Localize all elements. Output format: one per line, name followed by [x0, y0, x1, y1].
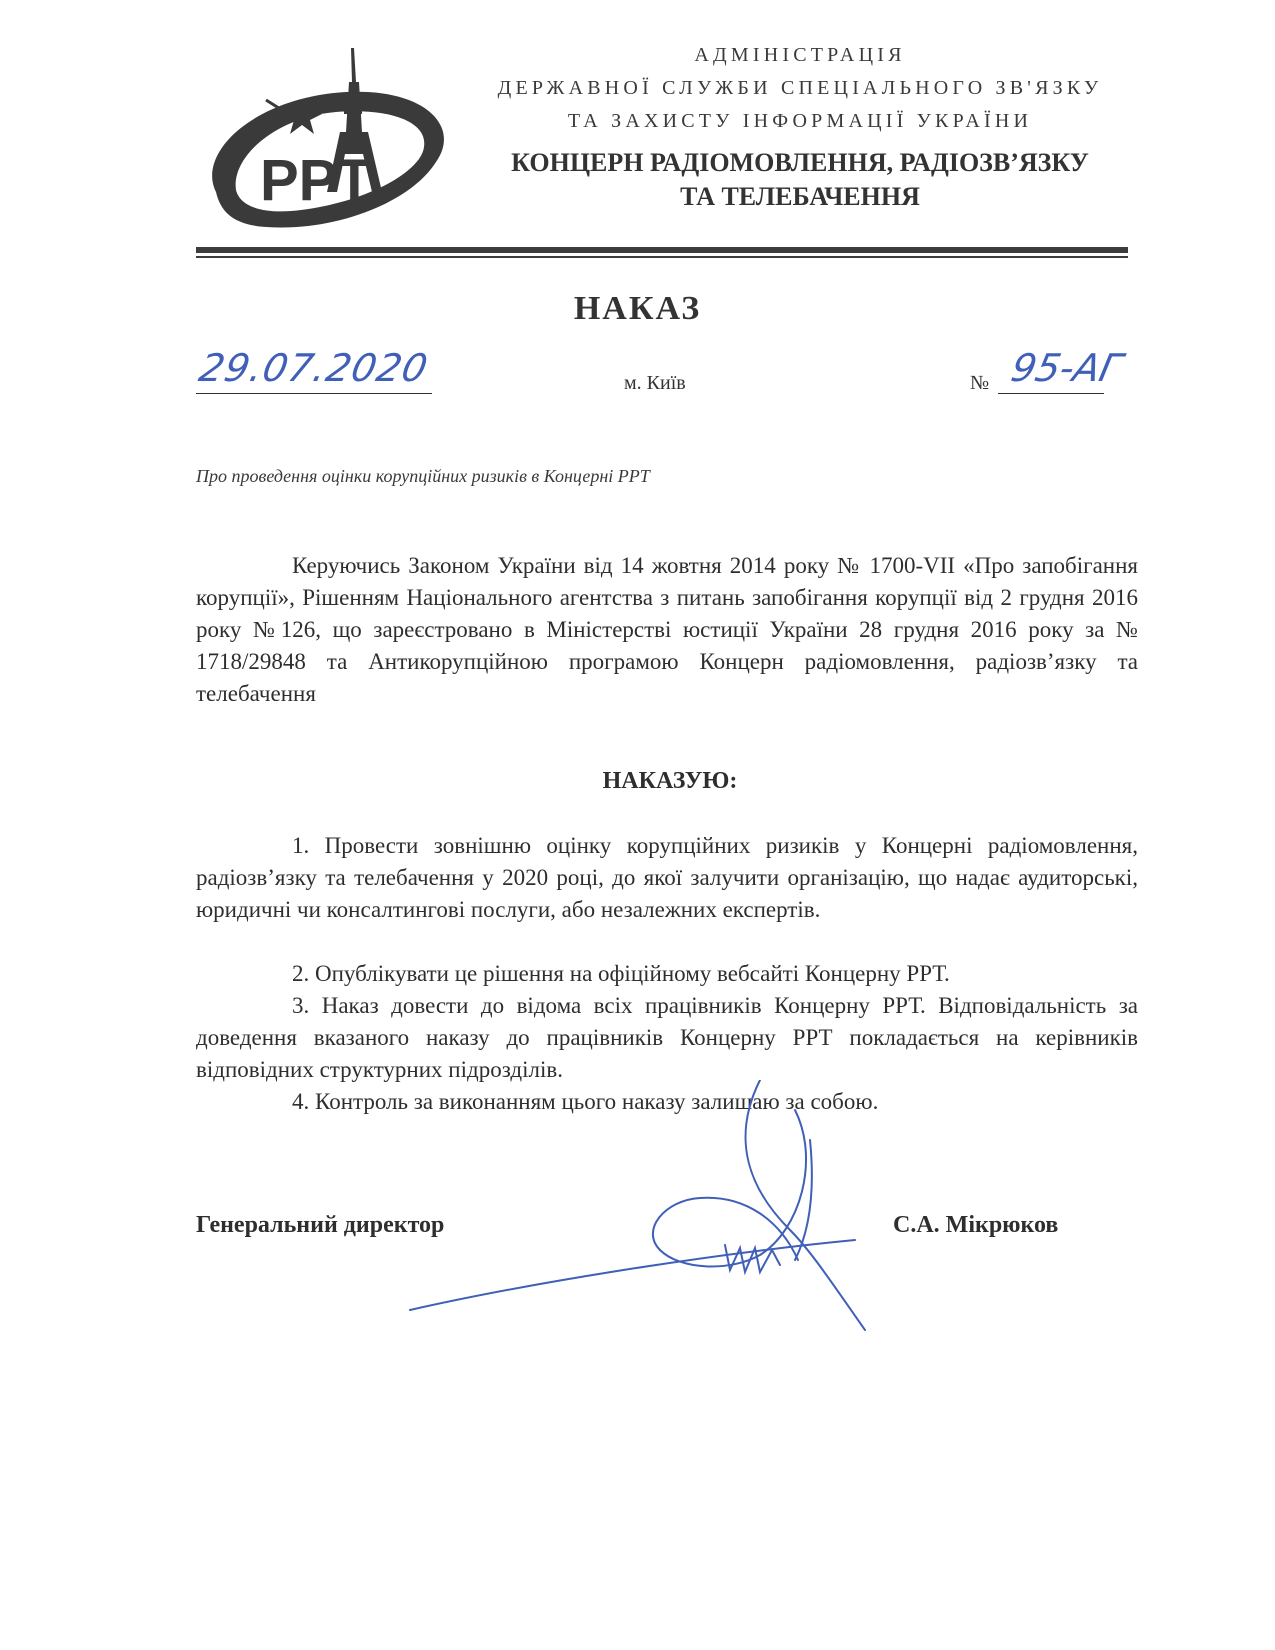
signer-name: С.А. Мікрюков [893, 1212, 1059, 1238]
number-sign: № [970, 372, 990, 394]
header-org-name-line1: КОНЦЕРН РАДІОМОВЛЕННЯ, РАДІОЗВ’ЯЗКУ [511, 148, 1089, 177]
number-underline [998, 393, 1104, 394]
order-item-3: 3. Наказ довести до відома всіх працівників Концерну РРТ. Відповідальність за доведення вказаного наказу до працівників Концерну РРТ покладається на керівників відповідних структурних підрозділів. [196, 993, 1138, 1082]
svg-text:РРТ: РРТ [260, 148, 373, 213]
header-divider-thin [196, 256, 1128, 258]
order-subject: Про проведення оцінки корупційних ризиків в Концерні РРТ [196, 466, 650, 486]
header-state-service: ДЕРЖАВНОЇ СЛУЖБИ СПЕЦІАЛЬНОГО ЗВ'ЯЗКУ [497, 77, 1103, 99]
handwritten-order-number: 95-АГ [1007, 346, 1126, 390]
order-heading: НАКАЗУЮ: [602, 768, 738, 794]
header-divider-thick [196, 247, 1128, 253]
header-administration: АДМІНІСТРАЦІЯ [694, 44, 906, 66]
signer-position: Генеральний директор [196, 1212, 445, 1238]
header-info-protection: ТА ЗАХИСТУ ІНФОРМАЦІЇ УКРАЇНИ [567, 110, 1033, 132]
handwritten-date: 29.07.2020 [195, 346, 433, 390]
rrt-logo [196, 42, 456, 252]
header-org-name-line2: ТА ТЕЛЕБАЧЕННЯ [680, 182, 920, 211]
date-underline [196, 393, 432, 394]
order-item-4: 4. Контроль за виконанням цього наказу залишаю за собою. [292, 1089, 879, 1114]
order-item-2: 2. Опублікувати це рішення на офіційному вебсайті Концерну РРТ. [292, 961, 950, 986]
handwritten-signature [400, 1080, 880, 1340]
preamble-paragraph: Керуючись Законом України від 14 жовтня 2014 року № 1700-VII «Про запобігання корупції», Рішенням Національного агентства з питань запобігання корупції від 2 грудня 2016 року №126, що зареєстровано в Міністерстві юстиції України 28 грудня 2016 року за № 1718/29848 та Антикорупційною програмою Концерн радіомовлення, радіозв’язку та телебачення [196, 553, 1138, 706]
document-title: НАКАЗ [573, 290, 702, 327]
city: м. Київ [624, 372, 686, 394]
order-item-1: 1. Провести зовнішню оцінку корупційних ризиків у Концерні радіомовлення, радіозв’язку та телебачення у 2020 році, до якої залучити організацію, що надає аудиторські, юридичні чи консалтингові послуги, або незалежних експертів. [196, 833, 1138, 922]
